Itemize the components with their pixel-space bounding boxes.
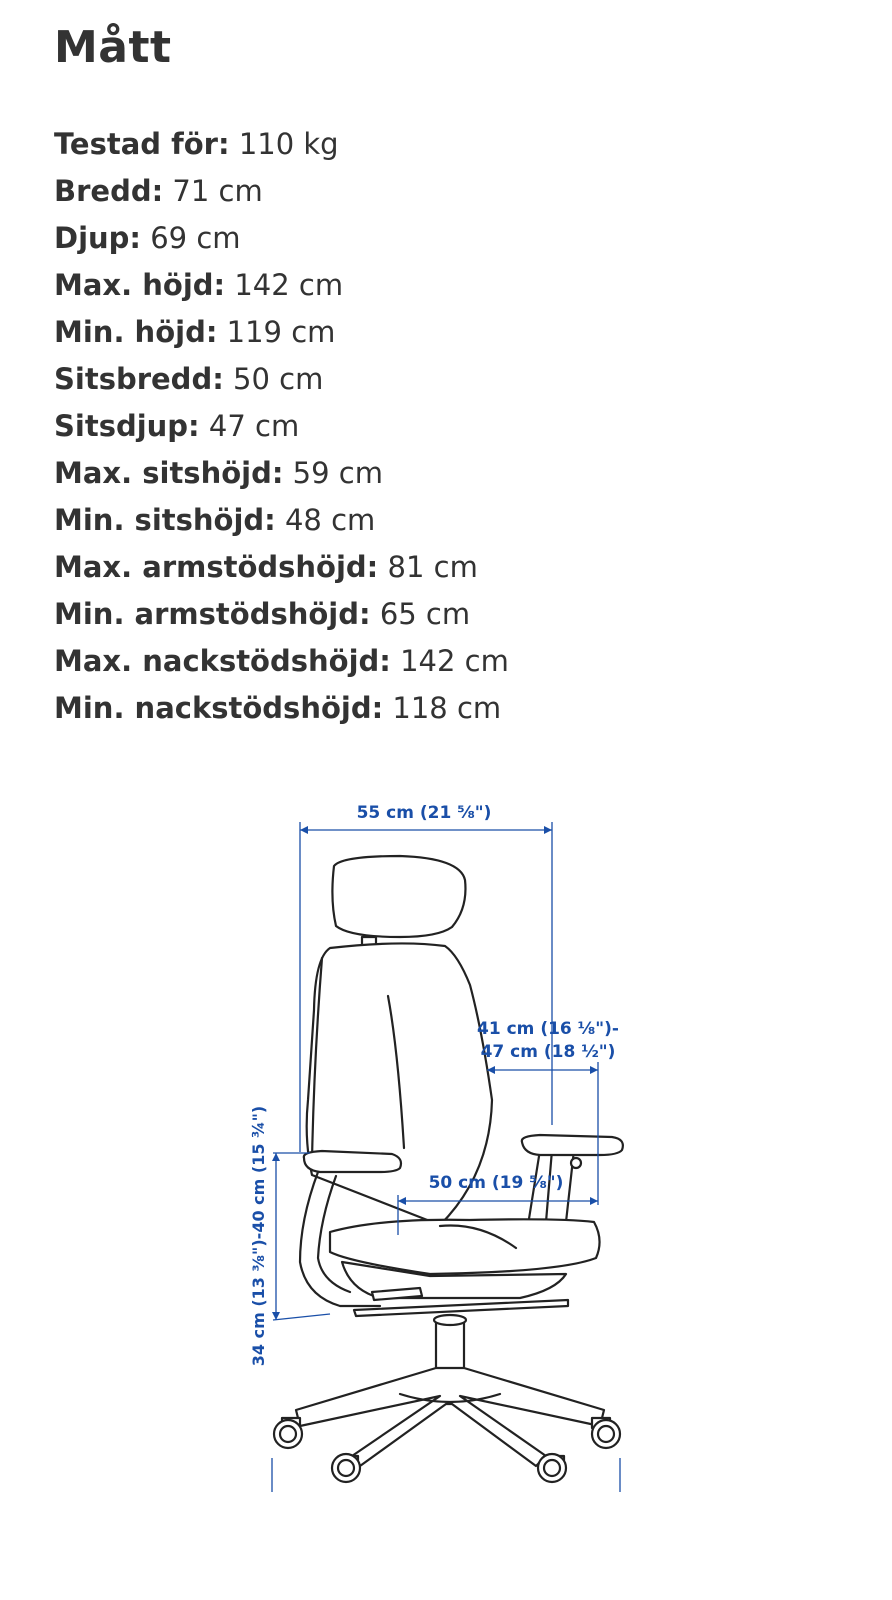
spec-label: Max. sitshöjd:: [54, 456, 284, 490]
spec-row: [54, 265, 509, 312]
armrest-right: [522, 1135, 623, 1155]
spec-label: Testad för:: [54, 127, 230, 161]
dimension-arm-height: 34 cm (13 ⅜")-40 cm (15 ¾"): [249, 1105, 268, 1367]
spec-list: [54, 124, 509, 735]
spec-value: 81 cm: [387, 550, 478, 584]
spec-row: [54, 406, 509, 453]
armrest-knob: [571, 1158, 581, 1168]
spec-label: Min. armstödshöjd:: [54, 597, 371, 631]
chair-dimension-diagram: [0, 770, 892, 1530]
spec-value: 65 cm: [379, 597, 471, 631]
spec-value: 59 cm: [292, 456, 383, 490]
mechanism-lever: [354, 1300, 568, 1316]
spec-value: 47 cm: [208, 409, 300, 443]
spec-value: 142 cm: [234, 268, 344, 302]
spec-label: Max. nackstödshöjd:: [54, 644, 391, 678]
spec-row: [54, 359, 509, 406]
cylinder-collar: [434, 1315, 466, 1325]
castor-right: [592, 1418, 620, 1448]
spec-value: 71 cm: [172, 174, 263, 208]
dimension-seat-width: 50 cm (19 ⅝"): [428, 1173, 564, 1193]
chair-illustration: [274, 856, 623, 1482]
spec-label: Sitsbredd:: [54, 362, 224, 396]
spec-value: 142 cm: [400, 644, 509, 678]
spec-row: [54, 171, 509, 218]
spec-label: Min. nackstödshöjd:: [54, 691, 384, 725]
spec-value: 118 cm: [392, 691, 502, 725]
gas-cylinder: [436, 1320, 464, 1370]
spec-label: Bredd:: [54, 174, 164, 208]
spec-label: Min. höjd:: [54, 315, 218, 349]
armrest-left: [304, 1151, 401, 1172]
spec-row: [54, 124, 509, 171]
spec-label: Max. armstödshöjd:: [54, 550, 379, 584]
spec-row: [54, 594, 509, 641]
spec-row: [54, 547, 509, 594]
spec-label: Max. höjd:: [54, 268, 226, 302]
spec-value: 48 cm: [284, 503, 376, 537]
spec-label: Djup:: [54, 221, 142, 255]
spec-row: [54, 312, 509, 359]
dimension-top-width: 55 cm (21 ⅝"): [356, 803, 492, 823]
spec-row: [54, 453, 509, 500]
spec-row: [54, 688, 509, 735]
base-star: [296, 1368, 604, 1466]
page-title: Mått: [54, 22, 172, 73]
spec-value: 119 cm: [226, 315, 336, 349]
castor-front-left: [332, 1454, 360, 1482]
spec-row: [54, 500, 509, 547]
headrest: [332, 856, 465, 937]
spec-value: 69 cm: [150, 221, 241, 255]
spec-label: Min. sitshöjd:: [54, 503, 276, 537]
dimension-arm-depth-line2: 47 cm (18 ½"): [480, 1042, 616, 1062]
dimension-arm-depth-line1: 41 cm (16 ⅛")-: [477, 1019, 619, 1039]
spec-row: [54, 218, 509, 265]
castor-front-right: [538, 1454, 566, 1482]
spec-value: 50 cm: [233, 362, 324, 396]
spec-label: Sitsdjup:: [54, 409, 200, 443]
spec-value: 110 kg: [238, 127, 339, 161]
spec-row: [54, 641, 509, 688]
castor-left: [274, 1418, 302, 1448]
